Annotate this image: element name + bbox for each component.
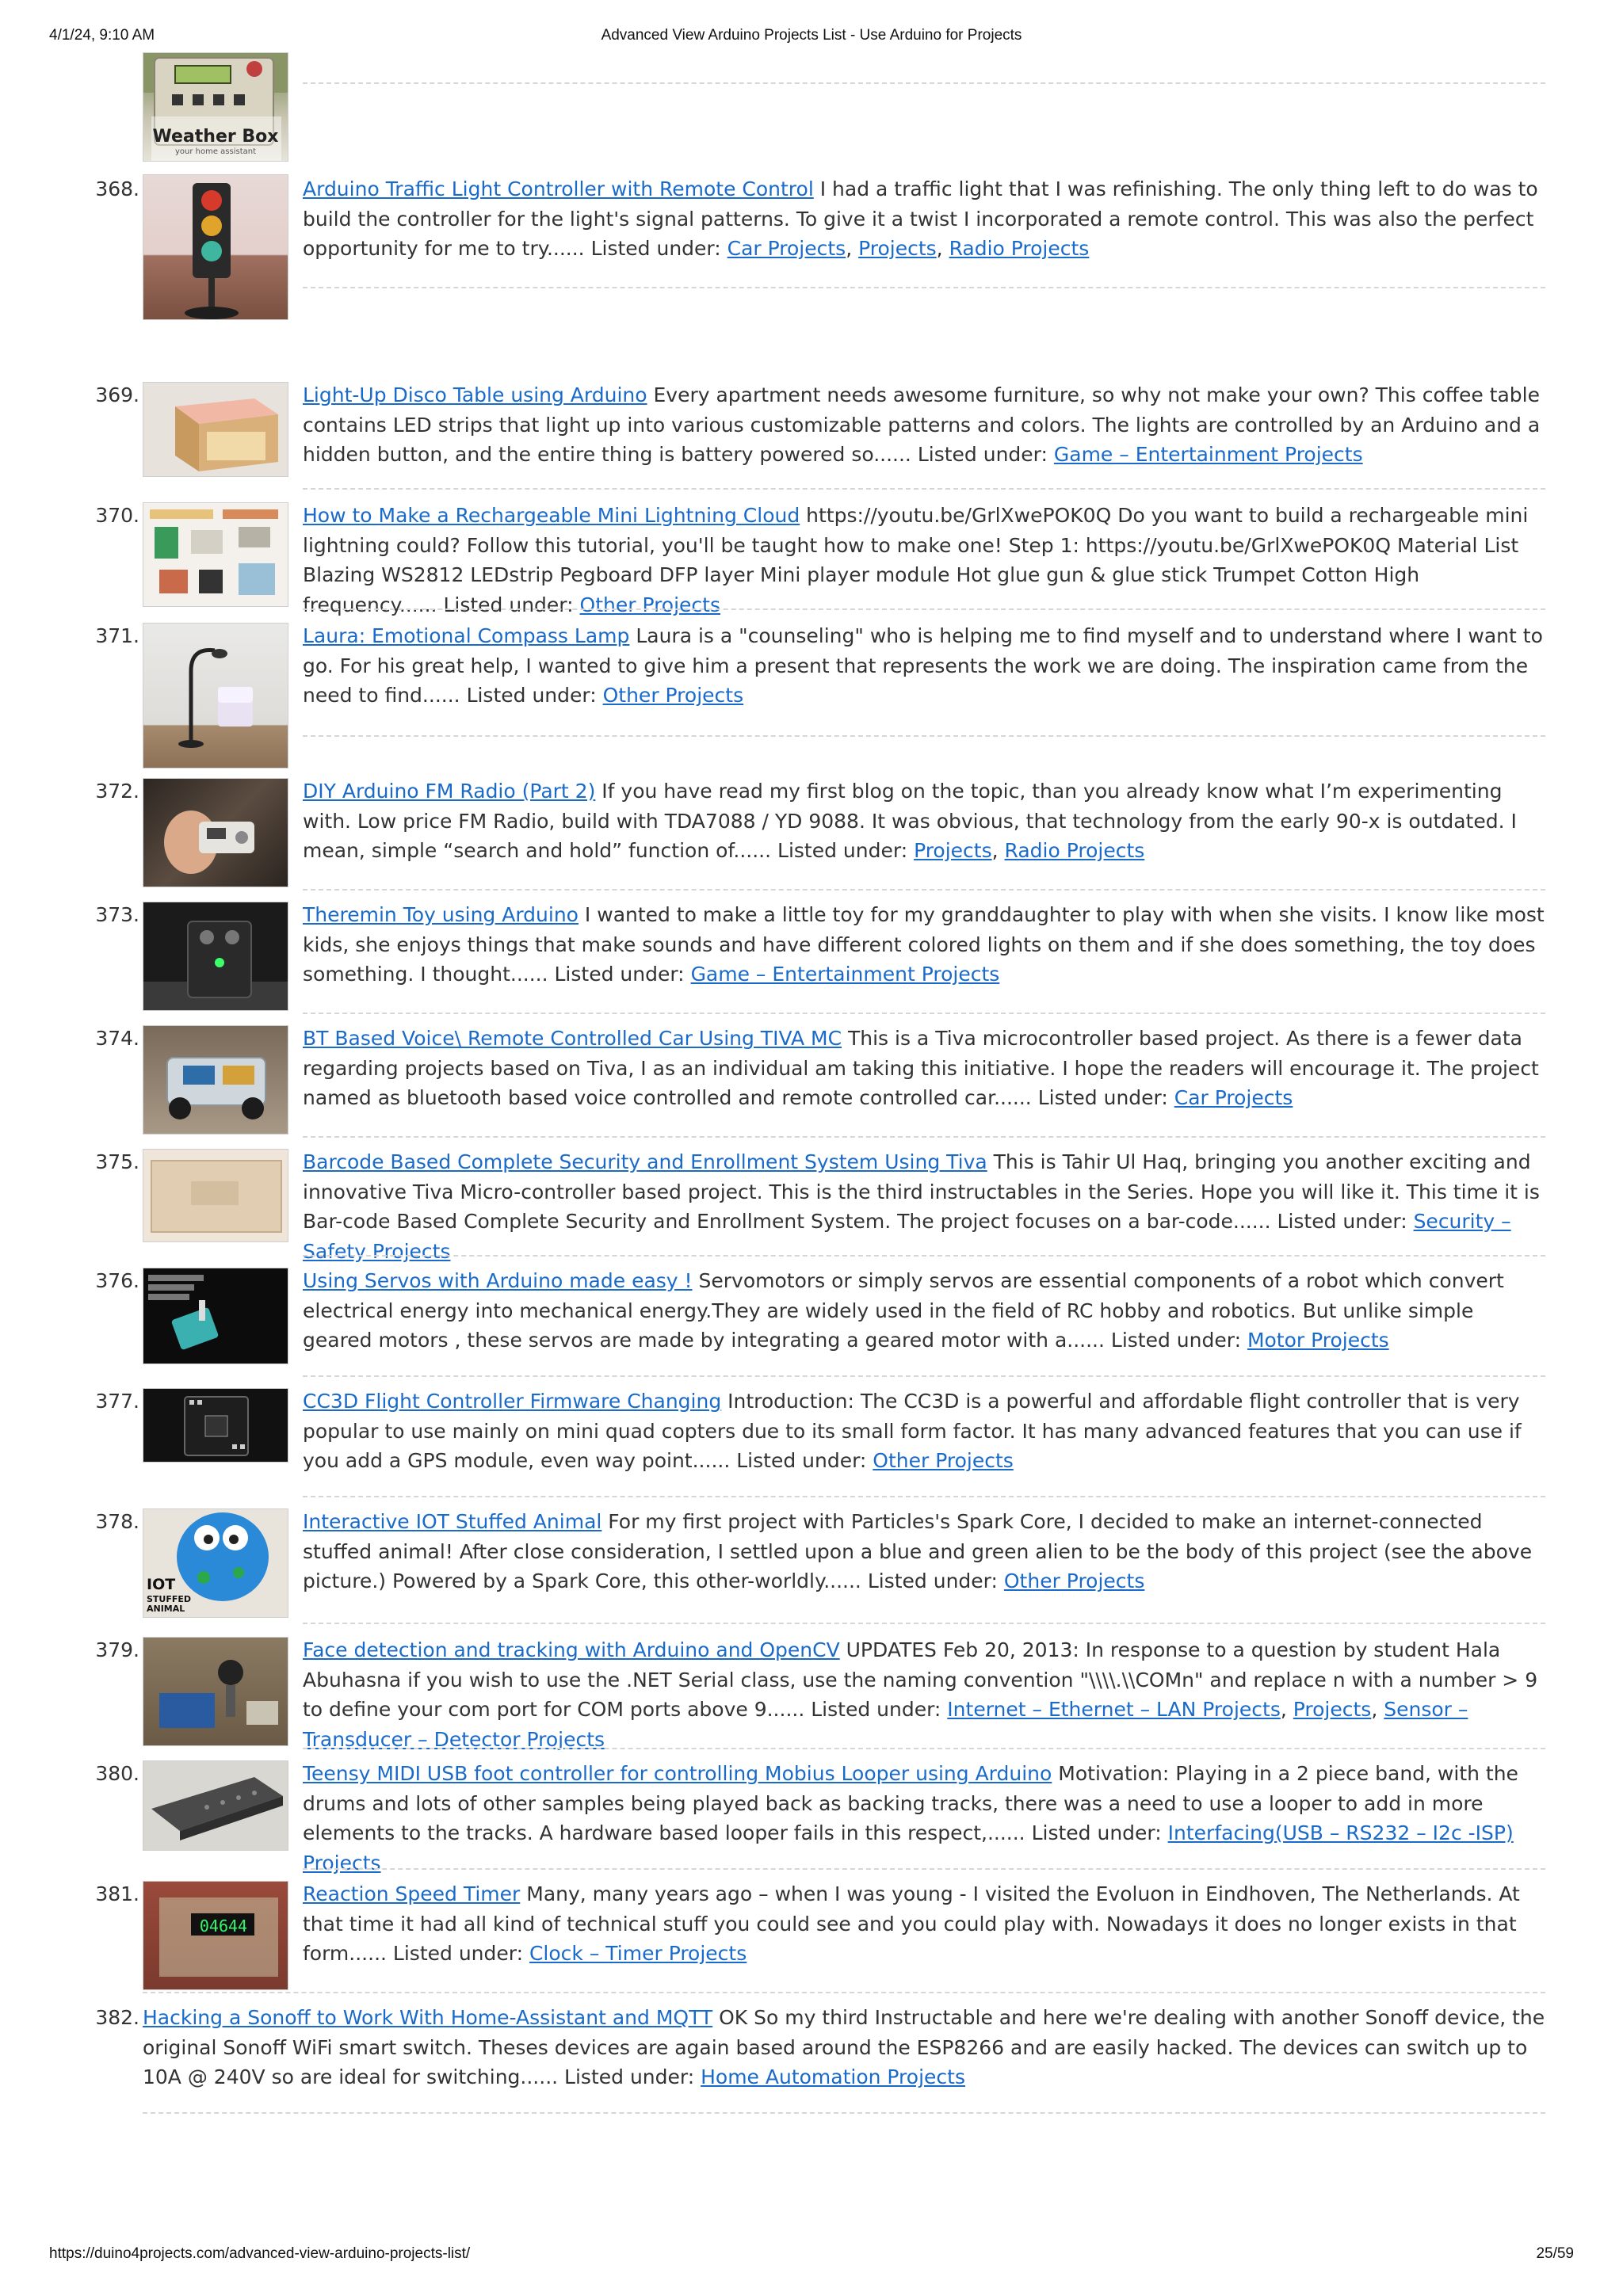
separator (303, 287, 1545, 288)
separator (303, 1868, 1545, 1870)
category-link[interactable]: Home Automation Projects (701, 2065, 965, 2088)
timer-display: 04644 (199, 1917, 248, 1936)
category-link[interactable]: Projects (858, 237, 937, 260)
separator (303, 1496, 1545, 1497)
page-number: 25/59 (1536, 2245, 1574, 2262)
item-number: 375. (95, 1150, 139, 1173)
item-description: Laura is a "counseling" who is helping me to find myself and to understand where I want to go. For his great help, I wanted to give him a present that represents the work we are doing. The inspiration came from the need to find...... (303, 624, 1543, 707)
list-item (95, 494, 1545, 615)
fm-radio-icon (143, 779, 288, 887)
listed-under-label: Listed under: (443, 593, 580, 616)
item-text (303, 1386, 1545, 1476)
item-number: 376. (95, 1269, 139, 1292)
list-item (95, 1266, 1545, 1386)
item-number: 379. (95, 1638, 139, 1661)
listed-under-label: Listed under: (466, 684, 603, 707)
listed-under-label: Listed under: (867, 1569, 1004, 1592)
face-tracking-thumbnail[interactable] (143, 1637, 288, 1746)
list-item (95, 374, 1545, 494)
flight-controller-icon (143, 1389, 288, 1463)
item-number: 381. (95, 1882, 139, 1905)
flight-controller-thumbnail[interactable] (143, 1388, 288, 1463)
item-number: 377. (95, 1390, 139, 1413)
compass-lamp-thumbnail[interactable] (143, 623, 288, 769)
project-link[interactable]: CC3D Flight Controller Firmware Changing (303, 1390, 722, 1413)
item-text: Arduino Traffic Light Controller with Remote Control I had a traffic light that I was refinishing. The only thing left to do was to build the controller for the light's signal patterns. To give it a twist I incorporated a remote control. This was also the perfect opportunity for me to try...... Listed under: Car Projects, Projects, Radio Projects (303, 177, 1538, 260)
list-item (95, 1507, 1545, 1635)
weather-box-sublabel: your home assistant (174, 147, 257, 156)
item-number: 382. (95, 2006, 139, 2029)
item-description: Many, many years ago – when I was young - I visited the Evoluon in Eindhoven, The Netherlands. At that time it had all kind of technical stuff you could see and you could play with. Nowadays it does no longer exists in that form...... (303, 1882, 1520, 1965)
category-link[interactable]: Internet – Ethernet – LAN Projects (947, 1698, 1281, 1721)
list-item (95, 1024, 1545, 1147)
item-number: 378. (95, 1510, 139, 1533)
project-link[interactable]: BT Based Voice\ Remote Controlled Car Using TIVA MC (303, 1027, 842, 1050)
separator (303, 1013, 1545, 1014)
item-description: I had a traffic light that I was refinishing. The only thing left to do was to build the controller for the light's signal patterns. To give it a twist I incorporated a remote control. This was also the perfect opportunity for me to try...... (303, 177, 1538, 260)
category-link[interactable]: Interfacing(USB – RS232 – I2c -ISP) Projects (303, 1821, 1514, 1875)
item-description: If you have read my first blog on the topic, than you already know what I’m experimenting with. Low price FM Radio, build with TDA7088 / YD 9088. It was obvious, that technology from the early 90-x is outdated. I mean, simple “search and hold” function of...... (303, 780, 1517, 862)
project-link[interactable]: Light-Up Disco Table using Arduino (303, 383, 647, 406)
item-description: OK So my third Instructable and here we're dealing with another Sonoff device, the original Sonoff WiFi smart switch. Theses devices are again based around the ESP8266 and are easily hacked. The devices can switch up to 10A @ 240V so are ideal for switching...... (143, 2006, 1545, 2088)
separator (303, 82, 1545, 84)
separator (143, 1992, 1545, 1993)
item-number: 371. (95, 624, 139, 647)
item-number: 370. (95, 504, 139, 527)
item-text (143, 2003, 1545, 2092)
item-number: 373. (95, 903, 139, 926)
project-link[interactable]: Teensy MIDI USB foot controller for controlling Mobius Looper using Arduino (303, 1762, 1052, 1785)
item-number: 380. (95, 1762, 139, 1785)
traffic-light-thumbnail[interactable] (143, 174, 288, 320)
category-link[interactable]: Game – Entertainment Projects (690, 963, 1000, 986)
listed-under-label: Listed under: (392, 1942, 529, 1965)
listed-under-label: Listed under: (917, 443, 1054, 466)
list-item (95, 615, 1545, 776)
project-link[interactable]: Reaction Speed Timer (303, 1882, 521, 1905)
project-link[interactable]: Interactive IOT Stuffed Animal (303, 1510, 602, 1533)
foot-controller-icon (143, 1761, 288, 1851)
item-description: This is Tahir Ul Haq, bringing you another exciting and innovative Tiva Micro-controller based project. This is the third instructables in the Series. Hope you will like it. This time it is Bar-code Based Complete Security and Enrollment System. The project focuses on a bar-code...... (303, 1150, 1540, 1233)
item-text: DIY Arduino FM Radio (Part 2) If you have read my first blog on the topic, than you already know what I’m experimenting with. Low price FM Radio, build with TDA7088 / YD 9088. It was obvious, that technology from the early 90-x is outdated. I mean, simple “search and hold” function of...... Listed under: Projects, Radio Projects (303, 780, 1517, 862)
list-item (95, 900, 1545, 1024)
list-item (95, 1147, 1545, 1266)
item-description: https://youtu.be/GrlXwePOK0Q Do you want to build a rechargeable mini lightning could? Follow this tutorial, you'll be taught how to make one! Step 1: https://youtu.be/GrlXwePOK0Q Material List Blazing WS2812 LEDstrip Pegboard DFP layer Mini player module Hot glue gun & glue stick Trumpet Cotton High frequency...... (303, 504, 1529, 616)
top-continuation (95, 52, 1545, 165)
item-description: For my first project with Particles's Spark Core, I decided to make an internet-connected stuffed animal! After close consideration, I settled upon a blue and green alien to be the body of this project (see the above picture.) Powered by a Spark Core, this other-worldly...... (303, 1510, 1533, 1592)
list-item (95, 776, 1545, 900)
category-link[interactable]: Radio Projects (1004, 839, 1145, 862)
category-link[interactable]: Security – Safety Projects (303, 1210, 1511, 1263)
item-text (303, 621, 1545, 711)
print-url: https://duino4projects.com/advanced-view-arduino-projects-list/ (49, 2245, 471, 2262)
category-link[interactable]: Car Projects (727, 237, 846, 260)
stuffed-animal-sublabel-2: ANIMAL (147, 1604, 185, 1614)
item-text (303, 1024, 1545, 1113)
item-description: I wanted to make a little toy for my granddaughter to play with when she visits. I know like most kids, she enjoys things that make sounds and have different colored lights on them and if she does something, the toy does something. I thought...... Listed under: (303, 903, 1545, 986)
category-link[interactable]: Game – Entertainment Projects (1053, 443, 1363, 466)
barcode-box-icon (143, 1150, 288, 1242)
item-description: Servomotors or simply servos are essential components of a robot which convert electrical energy into mechanical energy.They are widely used in the field of RC hobby and robotics. But unlike simple geared motors , these servos are made by integrating a geared motor with a...... (303, 1269, 1504, 1352)
item-text (303, 1879, 1545, 1969)
item-text (303, 900, 1545, 990)
list-item (95, 2003, 1545, 2130)
reaction-timer-icon (143, 1882, 288, 1990)
item-text: Face detection and tracking with Arduino and OpenCV UPDATES Feb 20, 2013: In response to a question by student Hala Abuhasna if you wish to use the .NET Serial class, use the naming convention "\\\\.\\COMn" and replace n with a number > 9 to define your com port for COM ports above 9...... Listed under: Internet – Ethernet – LAN Projects, Projects, Sensor – Transducer – Detector Projects (303, 1638, 1538, 1751)
barcode-box-thumbnail[interactable] (143, 1149, 288, 1242)
separator (303, 1375, 1545, 1377)
category-link[interactable]: Other Projects (1003, 1569, 1145, 1592)
item-text (303, 380, 1545, 470)
category-link[interactable]: Clock – Timer Projects (529, 1942, 747, 1965)
print-footer (49, 2245, 1574, 2269)
item-text (303, 1147, 1545, 1266)
listed-under-label: Listed under: (1277, 1210, 1414, 1233)
stuffed-animal-thumbnail[interactable] (143, 1508, 288, 1618)
list-item (95, 1759, 1545, 1879)
foot-controller-thumbnail[interactable] (143, 1760, 288, 1851)
separator (303, 1623, 1545, 1624)
servo-thumbnail[interactable] (143, 1268, 288, 1364)
servo-icon (143, 1268, 288, 1364)
reaction-timer-thumbnail[interactable] (143, 1881, 288, 1990)
project-link[interactable]: How to Make a Rechargeable Mini Lightning Cloud (303, 504, 800, 527)
rc-car-icon (143, 1026, 288, 1135)
print-page-title: Advanced View Arduino Projects List - Use Arduino for Projects (601, 27, 1022, 44)
listed-under-label: Listed under: (590, 237, 727, 260)
rc-car-thumbnail[interactable] (143, 1025, 288, 1135)
project-link[interactable]: Laura: Emotional Compass Lamp (303, 624, 630, 647)
separator (303, 488, 1545, 490)
print-datetime: 4/1/24, 9:10 AM (49, 27, 155, 44)
list-item (95, 1879, 1545, 2003)
project-link[interactable]: Hacking a Sonoff to Work With Home-Assistant and MQTT (143, 2006, 713, 2029)
projects-list (95, 52, 1545, 2130)
traffic-light-icon (143, 175, 288, 320)
item-description: Every apartment needs awesome furniture, so why not make your own? This coffee table contains LED strips that light up into various customizable patterns and colors. The lights are controlled by an Arduino and a hidden button, and the entire thing is battery powered so...... (303, 383, 1541, 466)
category-link[interactable]: Projects (914, 839, 992, 862)
category-link[interactable]: Projects (1293, 1698, 1372, 1721)
compass-lamp-icon (143, 624, 288, 769)
list-item (95, 1635, 1545, 1759)
category-link[interactable]: Other Projects (873, 1449, 1014, 1472)
item-text (303, 1759, 1545, 1878)
item-text (303, 1266, 1545, 1356)
project-link[interactable]: DIY Arduino FM Radio (Part 2) (303, 780, 596, 803)
item-text (303, 1507, 1545, 1596)
separator (303, 1255, 1545, 1257)
separator (143, 2112, 1545, 2114)
category-link[interactable]: Motor Projects (1247, 1329, 1389, 1352)
project-link[interactable]: Theremin Toy using Arduino (303, 903, 579, 926)
category-link[interactable]: Other Projects (602, 684, 744, 707)
stuffed-animal-label: IOT (147, 1576, 176, 1593)
project-link[interactable]: Arduino Traffic Light Controller with Remote Control (303, 177, 814, 200)
item-number: 374. (95, 1027, 139, 1050)
fm-radio-thumbnail[interactable] (143, 778, 288, 887)
list-item (95, 165, 1545, 374)
separator (303, 1136, 1545, 1138)
category-link[interactable]: Car Projects (1174, 1086, 1293, 1109)
listed-under-label: Listed under: (811, 1698, 948, 1721)
lightning-cloud-thumbnail[interactable] (143, 502, 288, 607)
disco-table-thumbnail[interactable] (143, 382, 288, 477)
disco-table-icon (143, 383, 288, 477)
item-number: 368. (95, 177, 139, 200)
item-description: This is a Tiva microcontroller based project. As there is a fewer data regarding projects based on Tiva, I as an individual am taking this initiative. I hope the readers will encourage it. The project named as bluetooth based voice controlled and remote controlled car...... (303, 1027, 1539, 1109)
listed-under-label: Listed under: (1031, 1821, 1168, 1844)
item-description: Introduction: The CC3D is a powerful and affordable flight controller that is very popular to use mainly on mini quad copters due to its small form factor. It has many advanced features that you can use if you add a GPS module, even way point...... (303, 1390, 1522, 1472)
listed-under-label: Listed under: (777, 839, 915, 862)
weather-box-thumbnail[interactable] (143, 52, 288, 162)
category-link[interactable]: Radio Projects (949, 237, 1090, 260)
face-tracking-icon (143, 1638, 288, 1746)
theremin-toy-thumbnail[interactable] (143, 902, 288, 1011)
category-link[interactable]: Sensor – Transducer – Detector Projects (303, 1698, 1468, 1751)
stuffed-animal-sublabel: STUFFED (147, 1594, 192, 1604)
separator (303, 1748, 1545, 1749)
listed-under-label: Listed under: (564, 2065, 701, 2088)
separator (303, 735, 1545, 737)
list-item (95, 1386, 1545, 1507)
item-number: 369. (95, 383, 139, 406)
listed-under-label: Listed under: (1037, 1086, 1174, 1109)
weather-box-label: Weather Box (152, 127, 279, 147)
project-link[interactable]: Using Servos with Arduino made easy ! (303, 1269, 693, 1292)
separator (303, 608, 1545, 610)
project-link[interactable]: Face detection and tracking with Arduino and OpenCV (303, 1638, 840, 1661)
listed-under-label: Listed under: (1110, 1329, 1247, 1352)
project-link[interactable]: Barcode Based Complete Security and Enrollment System Using Tiva (303, 1150, 987, 1173)
item-description: Motivation: Playing in a 2 piece band, with the drums and lots of other samples being played back as backing tracks, there was a need to use a looper to add in more elements to the tracks. A hardware based looper fails in this respect,...... (303, 1762, 1518, 1844)
separator (303, 889, 1545, 891)
print-header (49, 27, 1574, 51)
lightning-cloud-icon (143, 503, 288, 607)
listed-under-label: Listed under: (736, 1449, 873, 1472)
item-description: UPDATES Feb 20, 2013: In response to a question by student Hala Abuhasna if you wish to use the .NET Serial class, use the naming convention "\\\\.\\COMn" and replace n with a number > 9 to define your com port for COM ports above 9...... (303, 1638, 1538, 1721)
item-text (303, 501, 1545, 620)
item-number: 372. (95, 780, 139, 803)
category-link[interactable]: Other Projects (579, 593, 721, 616)
theremin-toy-icon (143, 902, 288, 1011)
